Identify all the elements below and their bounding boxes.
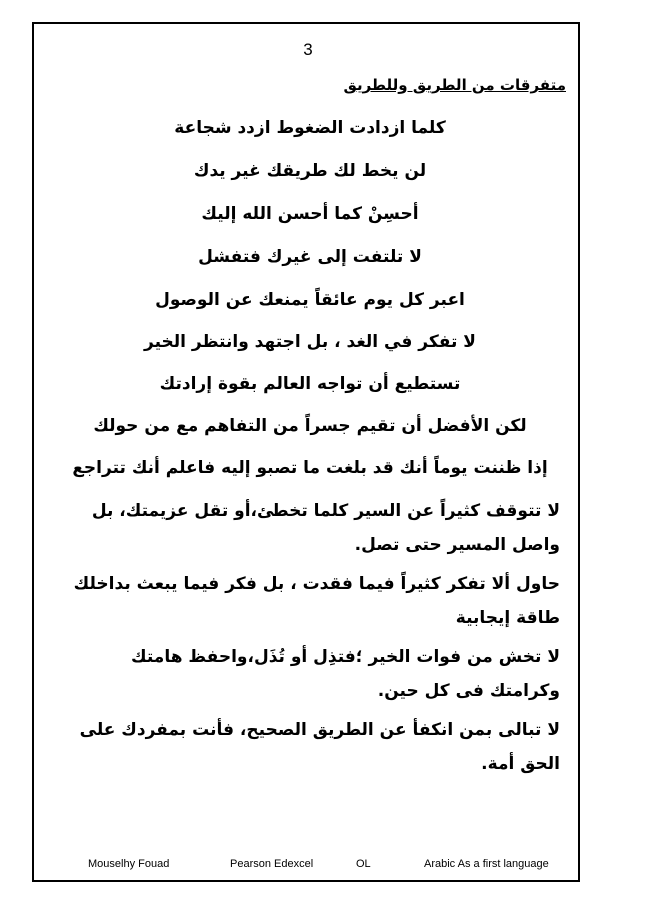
text-line: إذا ظننت يوماً أنك قد بلغت ما تصبو إليه فاعلم أنك تتراجع [72,458,548,478]
footer-subject: Arabic As a first language [424,858,549,870]
text-line: لا تفكر في الغد ، بل اجتهد وانتظر الخير [144,332,476,352]
text-line: لن يخط لك طريقك غير يدك [193,161,427,181]
footer-level: OL [356,858,371,870]
footer-board: Pearson Edexcel [230,858,314,870]
text-line: كلما ازدادت الضغوط ازدد شجاعة [174,118,446,138]
text-paragraph: لا تخش من فوات الخير ؛فتذِل أو تُذَل،واحفظ هامتك وكرامتك فى كل حين. [131,647,560,701]
text-line: لكن الأفضل أن تقيم جسراً من التفاهم مع من حولك [93,416,527,436]
text-line: لا تلتفت إلى غيرك فتفشل [198,247,422,267]
page-number: 3 [303,40,313,59]
text-paragraph: حاول ألا تفكر كثيراً فيما فقدت ، بل فكر فيما يبعث بداخلك طاقة إيجابية [73,574,560,628]
text-paragraph: لا تبالى بمن انكفأ عن الطريق الصحيح، فأنت بمفردك على الحق أمة. [79,720,560,774]
page-title: متفرقات من الطريق وللطريق [343,76,566,94]
text-line: اعبر كل يوم عائقاً يمنعك عن الوصول [155,290,465,310]
text-line: أحسِنْ كما أحسن الله إليك [201,204,419,224]
text-paragraph: لا تتوقف كثيراً عن السير كلما تخطئ،أو تقل عزيمتك، بل واصل المسير حتى تصل. [91,501,560,555]
text-line: تستطيع أن تواجه العالم بقوة إرادتك [159,374,461,394]
footer-author: Mouselhy Fouad [88,858,170,870]
